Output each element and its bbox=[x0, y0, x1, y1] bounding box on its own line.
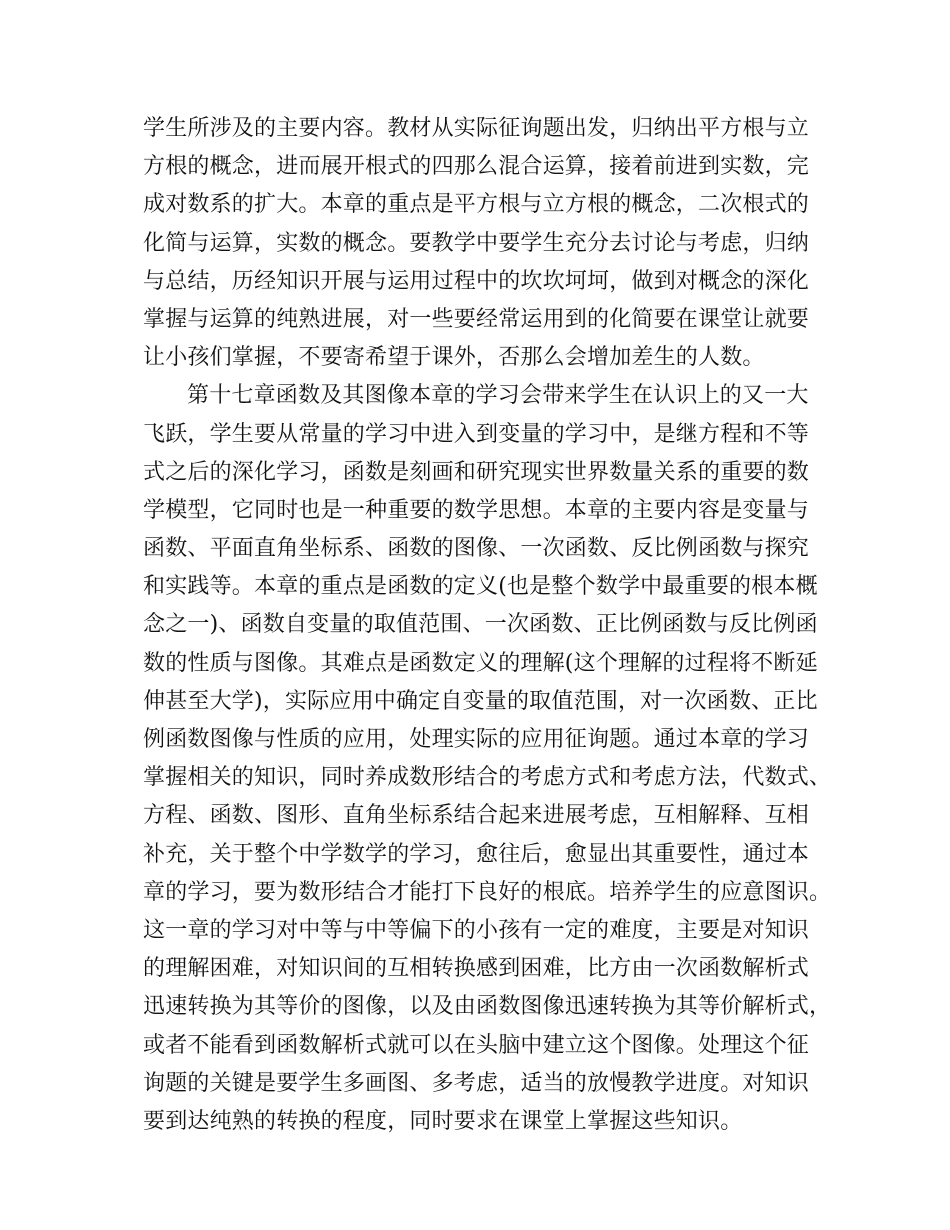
text-line: 询题的关键是要学生多画图、多考虑，适当的放慢教学进度。对知识 bbox=[143, 1070, 810, 1096]
text-line: 要到达纯熟的转换的程度，同时要求在课堂上掌握这些知识。 bbox=[143, 1108, 743, 1134]
text-line: 飞跃，学生要从常量的学习中进入到变量的学习中，是继方程和不等 bbox=[143, 421, 810, 447]
text-line: 迅速转换为其等价的图像，以及由函数图像迅速转换为其等价解析式， bbox=[143, 994, 832, 1020]
text-line: 函数、平面直角坐标系、函数的图像、一次函数、反比例函数与探究 bbox=[143, 536, 810, 562]
text-line: 的理解困难，对知识间的互相转换感到困难，比方由一次函数解析式 bbox=[143, 956, 810, 982]
text-line: 与总结，历经知识开展与运用过程中的坎坎坷坷，做到对概念的深化 bbox=[143, 268, 810, 294]
text-line: 章的学习，要为数形结合才能打下良好的根底。培养学生的应意图识。 bbox=[143, 879, 832, 905]
text-line: 例函数图像与性质的应用，处理实际的应用征询题。通过本章的学习 bbox=[143, 727, 810, 752]
text-line: 方程、函数、图形、直角坐标系结合起来进展考虑，互相解释、互相 bbox=[143, 803, 810, 829]
text-line: 补充，关于整个中学数学的学习，愈往后，愈显出其重要性，通过本 bbox=[143, 841, 810, 867]
text-line: 和实践等。本章的重点是函数的定义(也是整个数学中最重要的根本概 bbox=[143, 574, 818, 600]
text-line: 让小孩们掌握，不要寄希望于课外，否那么会增加差生的人数。 bbox=[143, 345, 765, 371]
document-body bbox=[143, 110, 832, 1141]
text-line: 伸甚至大学)，实际应用中确定自变量的取值范围，对一次函数、正比 bbox=[143, 688, 818, 714]
text-line: 这一章的学习对中等与中等偏下的小孩有一定的难度，主要是对知识 bbox=[143, 917, 810, 943]
paragraph-2 bbox=[143, 377, 832, 1141]
text-line: 念之一)、函数自变量的取值范围、一次函数、正比例函数与反比例函 bbox=[143, 612, 818, 638]
text-line-indented: 第十七章函数及其图像本章的学习会带来学生在认识上的又一大 bbox=[187, 383, 809, 409]
text-line: 式之后的深化学习，函数是刻画和研究现实世界数量关系的重要的数 bbox=[143, 459, 810, 485]
text-line: 学生所涉及的主要内容。教材从实际征询题出发，归纳出平方根与立 bbox=[143, 116, 810, 141]
text-line: 化简与运算，实数的概念。要教学中要学生充分去讨论与考虑，归纳 bbox=[143, 230, 810, 256]
text-line: 数的性质与图像。其难点是函数定义的理解(这个理解的过程将不断延 bbox=[143, 650, 818, 676]
paragraph-1 bbox=[143, 110, 813, 377]
text-line: 成对数系的扩大。本章的重点是平方根与立方根的概念，二次根式的 bbox=[143, 192, 810, 218]
text-line: 学模型，它同时也是一种重要的数学思想。本章的主要内容是变量与 bbox=[143, 497, 810, 523]
text-line: 或者不能看到函数解析式就可以在头脑中建立这个图像。处理这个征 bbox=[143, 1032, 810, 1058]
text-line: 掌握相关的知识，同时养成数形结合的考虑方式和考虑方法，代数式、 bbox=[143, 765, 832, 791]
text-line: 掌握与运算的纯熟进展，对一些要经常运用到的化简要在课堂让就要 bbox=[143, 306, 810, 332]
text-line: 方根的概念，进而展开根式的四那么混合运算，接着前进到实数，完 bbox=[143, 154, 810, 180]
